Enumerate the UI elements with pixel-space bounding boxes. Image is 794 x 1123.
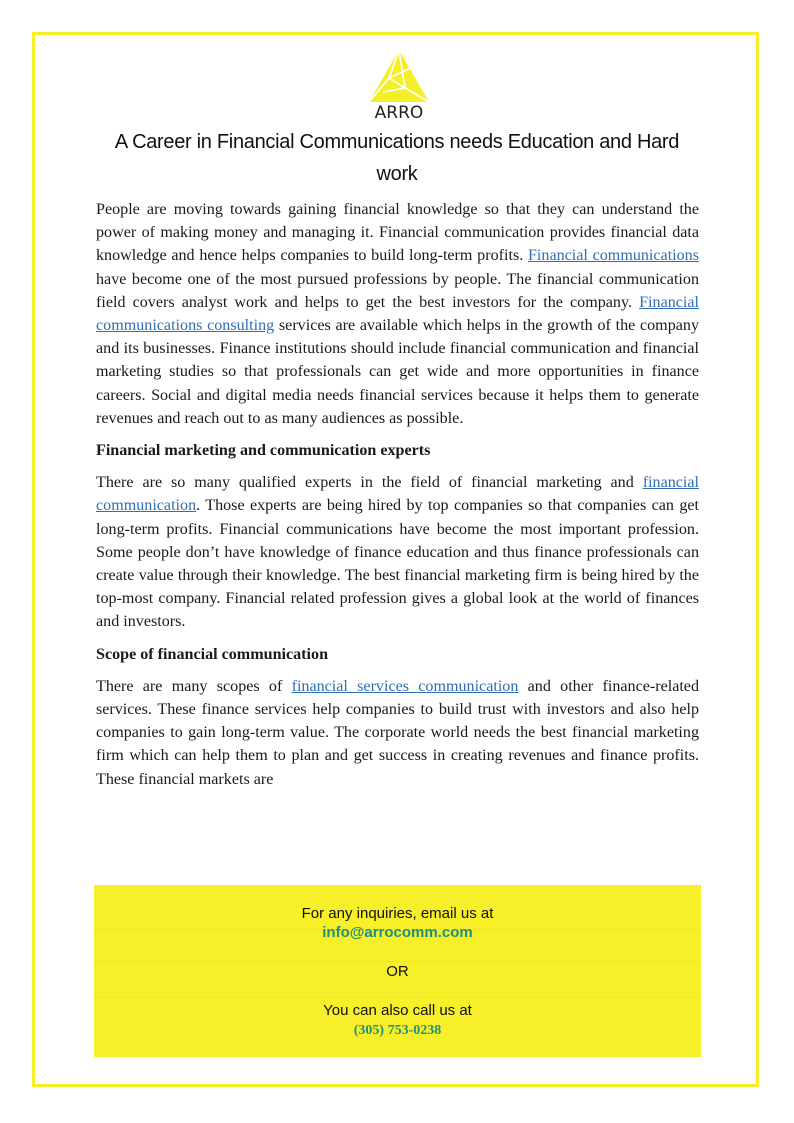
section-heading-experts: Financial marketing and communication experts	[96, 442, 431, 460]
intro-text-3: services are available which helps in the growth of the company and its businesses. Finance institutions should include financial communication and financial marketing studies so that professionals can get wide and more opportunities in finance careers. Social and digital media needs financial services because it helps them to generate revenues and reach out to as many audiences as possible.	[96, 317, 699, 427]
or-text: OR	[386, 963, 409, 980]
experts-text-1: There are so many qualified experts in the field of financial marketing and	[96, 474, 643, 492]
intro-text-1: People are moving towards gaining financial knowledge so that they can understand the power of making money and managing it. Financial communication provides financial data knowledge and hence helps companies to build long-term profits.	[96, 201, 699, 265]
contact-footer	[94, 885, 701, 1057]
financial-services-communication-link[interactable]: financial services communication	[291, 677, 519, 695]
article-body	[96, 198, 699, 800]
arro-logo	[367, 48, 431, 126]
logo-triangle-icon	[367, 48, 431, 104]
scope-text-2: and other finance-related services. These finance services help companies to build trust with investors and also help companies to gain long-term value. The corporate world needs the best financial marketing firm which can help them to plan and get success in creating revenues and finance profits. These financial markets are	[96, 677, 699, 788]
intro-text-2: have become one of the most pursued professions by people. The financial communication field covers analyst work and helps to get the best investors for the company.	[96, 270, 699, 311]
financial-communication-link[interactable]: financial communication	[96, 474, 699, 515]
experts-paragraph	[96, 471, 699, 633]
inquiry-text: For any inquiries, email us at	[301, 905, 494, 922]
scope-paragraph	[96, 675, 699, 791]
logo-text: ARRO	[374, 103, 424, 123]
scope-text-1: There are many scopes of	[96, 677, 292, 695]
experts-text-2: . Those experts are being hired by top companies so that companies can get long-term profits. Financial communications have become the most important profession. Some people don’t have knowledge of finance education and thus finance professionals can create value through their knowledge. The best financial marketing firm is being hired by the top-most company. Financial related profession gives a global look at the world of finances and investors.	[96, 497, 699, 631]
contact-phone[interactable]: (305) 753-0238	[353, 1023, 442, 1038]
page-title: A Career in Financial Communications needs Education and Hard work	[114, 131, 680, 185]
intro-paragraph	[96, 198, 699, 430]
contact-email[interactable]: info@arrocomm.com	[322, 924, 473, 941]
call-text: You can also call us at	[323, 1002, 472, 1019]
section-heading-scope: Scope of financial communication	[96, 645, 329, 663]
financial-communications-link[interactable]: Financial communications	[527, 247, 699, 265]
financial-communications-consulting-link[interactable]: Financial communications consulting	[96, 293, 699, 335]
